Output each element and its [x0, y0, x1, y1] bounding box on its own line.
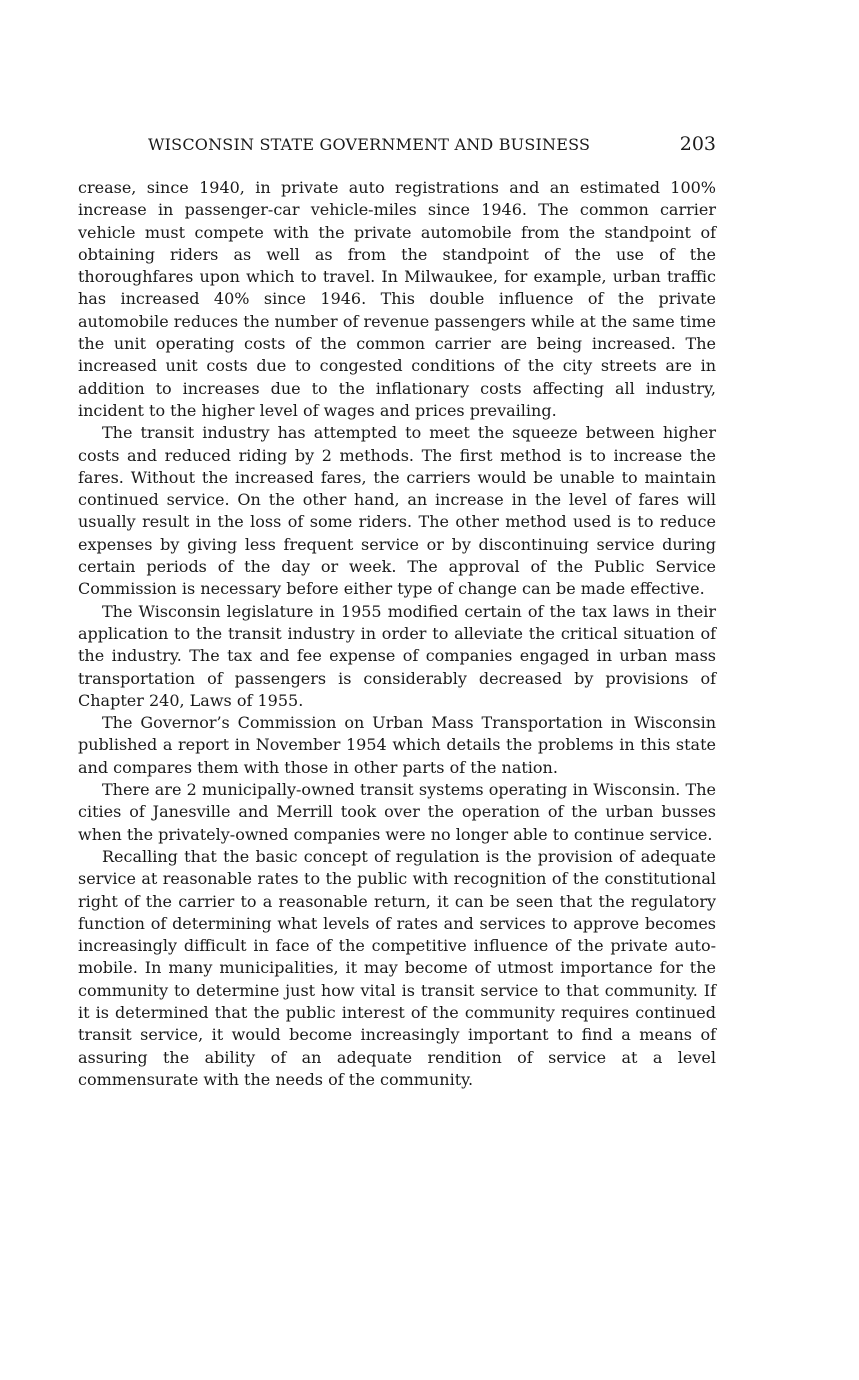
book-page: [78, 133, 716, 1091]
paragraph-continued: crease, since 1940, in private auto registrations and an estimated 100% increase in passenger-car vehicle-miles since 1946. The common carrier vehicle must compete with the private automobile from the standpoint of obtaining riders as well as from the standpoint of the use of the thoroughfares upon which to travel. In Milwaukee, for example, urban traffic has increased 40% since 1946. This double influence of the private automobile reduces the number of revenue passengers while at the same time the unit operating costs of the common carrier are being increased. The increased unit costs due to congested conditions of the city streets are in addition to increases due to the inflationary costs affecting all industry, incident to the higher level of wages and prices prevailing.: [78, 178, 716, 420]
paragraph-regulation-concept: Recalling that the basic concept of regulation is the provision of adequate service at reasonable rates to the public with recognition of the constitutional right of the carrier to a reasonable return, it can be seen that the regulatory function of determining what levels of rates and services to approve becomes increasingly difficult in face of the competitive influence of the private automobile. In many municipalities, it may become of utmost importance for the community to determine just how vital is transit service to that community. If it is determined that the public interest of the community requires continued transit service, it would become increasingly important to find a means of assuring the ability of an adequate rendition of service at a level commensurate with the needs of the community.: [78, 846, 716, 1089]
paragraph-legislature-1955: The Wisconsin legislature in 1955 modified certain of the tax laws in their application to the transit industry in order to alleviate the critical situation of the industry. The tax and fee expense of companies engaged in urban mass transportation of passengers is considerably decreased by provisions of Chapter 240, Laws of 1955.: [78, 601, 716, 710]
body-text: [78, 177, 716, 1091]
paragraph-transit-industry-methods: The transit industry has attempted to meet the squeeze between higher costs and reduced riding by 2 methods. The first method is to increase the fares. Without the increased fares, the carriers would be unable to maintain continued service. On the other hand, an increase in the level of fares will usually result in the loss of some riders. The other method used is to reduce expenses by giving less frequent service or by discontinuing service during certain periods of the day or week. The approval of the Public Service Commission is necessary before either type of change can be made effective.: [78, 423, 716, 599]
paragraph-municipal-systems: There are 2 municipally-owned transit systems operating in Wisconsin. The cities of Janesville and Merrill took over the operation of the urban busses when the privately-owned companies were no longer able to continue service.: [78, 780, 716, 844]
running-title: WISCONSIN STATE GOVERNMENT AND BUSINESS: [148, 135, 591, 154]
paragraph-governors-commission: The Governor’s Commission on Urban Mass Transportation in Wisconsin published a report in November 1954 which details the problems in this state and compares them with those in other parts of the nation.: [78, 713, 716, 777]
running-head: [78, 133, 716, 163]
page-number: 203: [679, 133, 716, 155]
